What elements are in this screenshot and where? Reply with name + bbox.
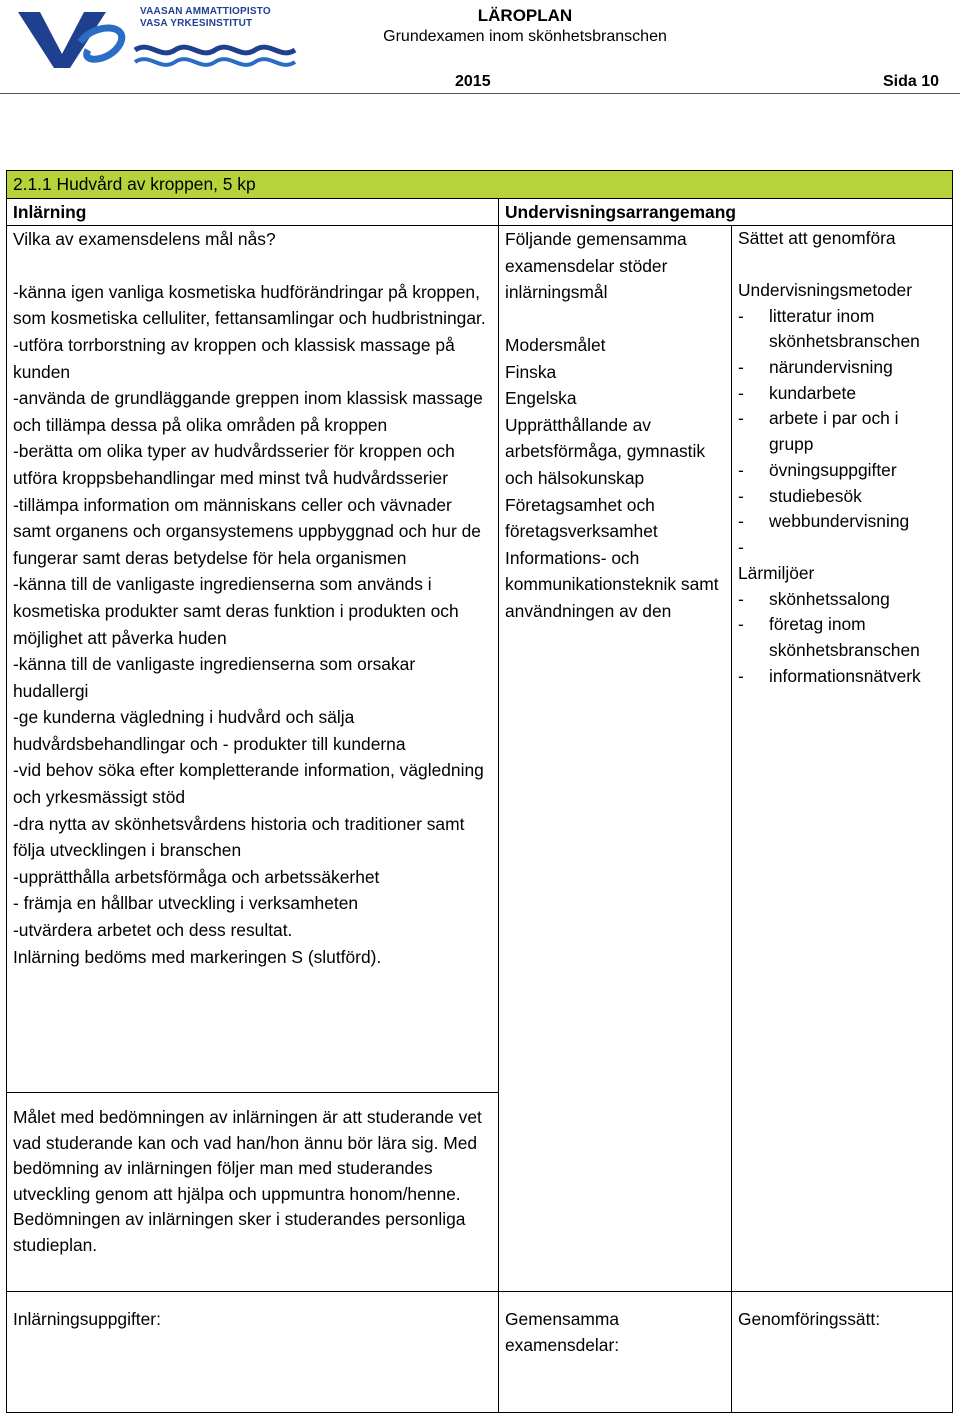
method-item: - närundervisning bbox=[738, 355, 946, 381]
learning-goal: - främja en hållbar utveckling i verksamheten bbox=[13, 893, 359, 914]
learning-goal: -utföra torrborstning av kroppen och klassisk massage på kunden bbox=[13, 334, 455, 382]
assessment-cell bbox=[7, 1093, 499, 1292]
common-parts-cell bbox=[499, 226, 732, 1292]
learning-goal: -berätta om olika typer av hudvårdsserier för kroppen och utföra kroppsbehandlingar med minst två hudvårdsserier bbox=[13, 441, 455, 488]
learning-column-header: Inlärning bbox=[7, 198, 499, 226]
assessment-note: Inlärning bedöms med markeringen S (slutförd). bbox=[13, 946, 382, 967]
environment-item: - skönhetssalong bbox=[738, 587, 946, 613]
common-parts-list bbox=[505, 332, 725, 625]
learning-goal: -ge kunderna vägledning i hudvård och sälja hudvårdsbehandlingar och - produkter till kunderna bbox=[13, 707, 406, 754]
method-item: - arbete i par och i grupp bbox=[738, 406, 946, 457]
common-part-item: Informations- och kommunikationsteknik samt användningen av den bbox=[505, 547, 719, 621]
common-part-item: Finska bbox=[505, 361, 557, 382]
common-part-item: Företagsamhet och företagsverksamhet bbox=[505, 494, 658, 542]
common-part-item: Upprätthållande av arbetsförmåga, gymnastik och hälsokunskap bbox=[505, 414, 706, 488]
environment-item: - informationsnätverk bbox=[738, 664, 946, 690]
logo-line-1: VAASAN AMMATTIOPISTO bbox=[140, 6, 271, 17]
implementation-header: Sättet att genomföra bbox=[738, 228, 896, 249]
method-item: - kundarbete bbox=[738, 381, 946, 407]
logo-line-2: VASA YRKESINSTITUT bbox=[140, 18, 253, 29]
common-part-item: Engelska bbox=[505, 388, 577, 409]
header-divider bbox=[0, 93, 960, 94]
implementation-footer-cell bbox=[732, 1292, 953, 1413]
implementation-footer-label: Genomföringssätt: bbox=[738, 1309, 881, 1330]
learning-goal: -upprätthålla arbetsförmåga och arbetssäkerhet bbox=[13, 866, 380, 887]
learning-goal: -dra nytta av skönhetsvårdens historia och traditioner samt följa utvecklingen i branschen bbox=[13, 813, 465, 861]
environment-item: - företag inom skönhetsbranschen bbox=[738, 612, 946, 663]
learning-goal: -tillämpa information om människans celler och vävnader samt organens och organsystemens uppbyggnad och hur de fungerar samt deras betydelse för hela organismen bbox=[13, 494, 481, 568]
common-parts-header: Följande gemensamma examensdelar stöder inlärningsmål bbox=[505, 229, 687, 303]
learning-goals-cell bbox=[7, 226, 499, 1093]
method-item: - övningsuppgifter bbox=[738, 458, 946, 484]
common-footer-cell bbox=[499, 1292, 732, 1413]
section-heading: 2.1.1 Hudvård av kroppen, 5 kp bbox=[7, 171, 953, 199]
document-title: LÄROPLAN bbox=[477, 6, 573, 25]
goals-question: Vilka av examensdelens mål nås? bbox=[13, 229, 276, 250]
document-subtitle: Grundexamen inom skönhetsbranschen bbox=[383, 28, 667, 45]
document-year: 2015 bbox=[455, 73, 491, 90]
learning-goal: -känna till de vanligaste ingredienserna som orsakar hudallergi bbox=[13, 654, 416, 701]
learning-goal: -känna igen vanliga kosmetiska hudförändringar på kroppen, som kosmetiska celluliter, fettansamlingar och hudbristningar. bbox=[13, 281, 486, 329]
tasks-cell bbox=[7, 1292, 499, 1413]
curriculum-table bbox=[6, 170, 953, 1413]
environments-label: Lärmiljöer bbox=[738, 562, 815, 583]
implementation-cell bbox=[732, 226, 953, 1292]
environments-list bbox=[738, 587, 946, 690]
logo-text bbox=[140, 6, 271, 30]
methods-label: Undervisningsmetoder bbox=[738, 279, 912, 300]
learning-goal: -känna till de vanligaste ingredienserna som används i kosmetiska produkter samt deras funktion i produkten och möjlighet att påverka huden bbox=[13, 574, 459, 648]
tasks-label: Inlärningsuppgifter: bbox=[13, 1309, 161, 1330]
page-number: Sida 10 bbox=[883, 73, 940, 90]
common-footer-label: Gemensamma examensdelar: bbox=[505, 1309, 620, 1356]
learning-goal: -vid behov söka efter kompletterande information, vägledning och yrkesmässigt stöd bbox=[13, 760, 484, 808]
method-item: - litteratur inom skönhetsbranschen bbox=[738, 304, 946, 355]
methods-list bbox=[738, 304, 946, 535]
learning-goal: -använda de grundläggande greppen inom klassisk massage och tillämpa dessa på olika områden på kroppen bbox=[13, 388, 483, 435]
method-item: - webbundervisning bbox=[738, 509, 946, 535]
common-part-item: Modersmålet bbox=[505, 334, 606, 355]
learning-goal: -utvärdera arbetet och dess resultat. bbox=[13, 920, 293, 941]
goals-list bbox=[13, 279, 492, 944]
method-item: - studiebesök bbox=[738, 484, 946, 510]
arrangement-column-header: Undervisningsarrangemang bbox=[499, 198, 953, 226]
assessment-text: Målet med bedömningen av inlärningen är att studerande vet vad studerande kan och vad han/hon ännu bör lära sig. Med bedömning av inlärningen följer man med studerandes utveckling genom att hjälpa och uppmuntra honom/henne. Bedömningen av inlärningen sker i studerandes personliga studieplan. bbox=[13, 1107, 482, 1255]
